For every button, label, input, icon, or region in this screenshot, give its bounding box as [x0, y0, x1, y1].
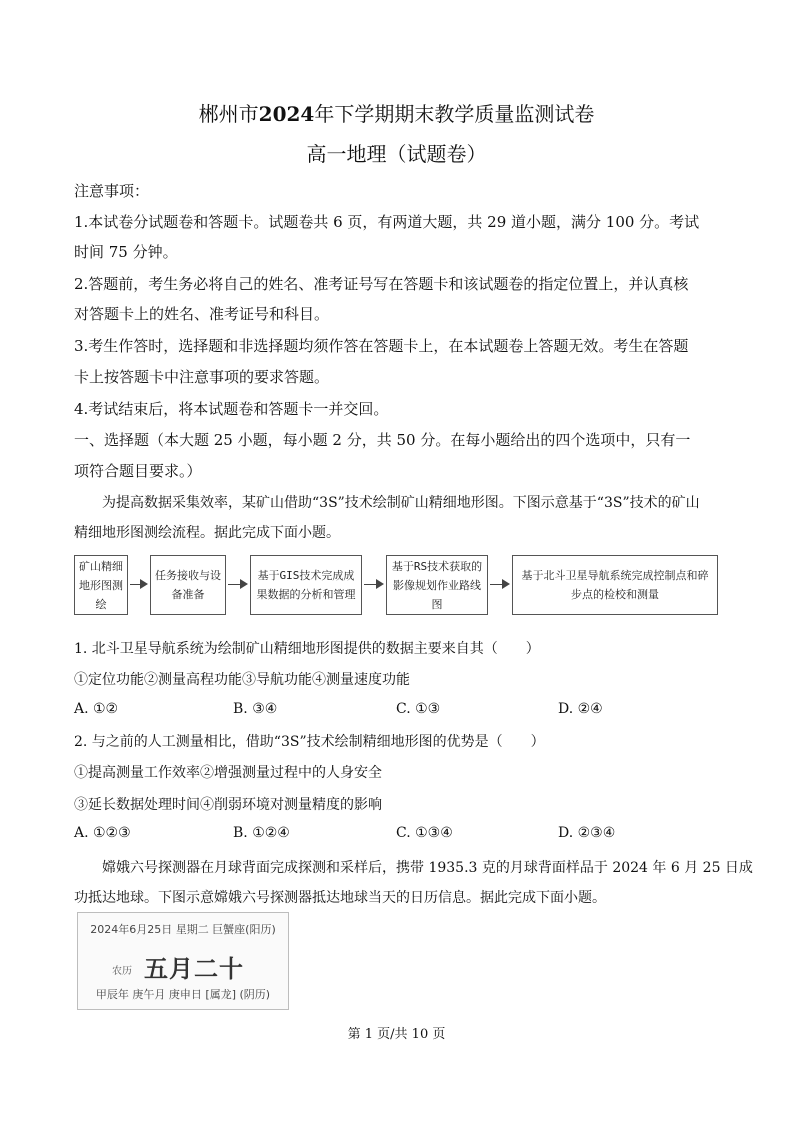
- q1-option-b: B. ③④: [233, 701, 278, 717]
- q1-option-a: A. ①②: [74, 701, 119, 717]
- flow-arrow-icon: [490, 577, 510, 591]
- notice-item-3-line-1: 3.考生作答时，选择题和非选择题均须作答在答题卡上，在本试题卷上答题无效。考生在答题: [74, 337, 689, 355]
- calendar-image: [77, 912, 289, 1010]
- title-prefix: 郴州市: [198, 102, 259, 126]
- flow-arrow-icon: [364, 577, 384, 591]
- title-suffix: 年下学期期末教学质量监测试卷: [314, 102, 595, 126]
- q1-option-d: D. ②④: [558, 701, 603, 717]
- q2-option-a: A. ①②③: [74, 825, 131, 841]
- page-number: 第 1 页/共 10 页: [347, 1027, 446, 1042]
- q2-statements-2: ③延长数据处理时间④削弱环境对测量精度的影响: [74, 797, 382, 813]
- q2-option-b: B. ①②④: [233, 825, 290, 841]
- q2-stem: 2. 与之前的人工测量相比，借助“3S”技术绘制精细地形图的优势是（ ）: [74, 734, 545, 750]
- q1-option-c: C. ①③: [396, 701, 441, 717]
- flow-step-3: 基于GIS技术完成成果数据的分析和管理: [250, 555, 362, 615]
- q1-statements: ①定位功能②测量高程功能③导航功能④测量速度功能: [74, 672, 410, 688]
- calendar-solar-date: 2024年6月25日 星期二 巨蟹座(阳历): [90, 923, 276, 936]
- calendar-lunar-label: 农历: [112, 966, 132, 977]
- exam-title: [0, 98, 793, 127]
- passage-2-line-2: 功抵达地球。下图示意嫦娥六号探测器抵达地球当天的日历信息。据此完成下面小题。: [74, 890, 606, 906]
- passage-1-line-2: 精细地形图测绘流程。据此完成下面小题。: [74, 525, 340, 541]
- notice-item-2-line-1: 2.答题前，考生务必将自己的姓名、准考证号写在答题卡和该试题卷的指定位置上，并认真核: [74, 275, 689, 293]
- calendar-lunar-date: 五月二十: [144, 955, 244, 983]
- calendar-ganzhi: 甲辰年 庚午月 庚申日 [属龙] (阴历): [95, 988, 271, 1001]
- flow-step-1: 矿山精细地形图测绘: [74, 555, 128, 615]
- section-1-line-2: 项符合题目要求。）: [74, 462, 202, 480]
- flow-arrow-icon: [228, 577, 248, 591]
- notice-item-3-line-2: 卡上按答题卡中注意事项的要求答题。: [74, 368, 330, 386]
- flow-step-2: 任务接收与设备准备: [150, 555, 226, 615]
- passage-2-line-1: 嫦娥六号探测器在月球背面完成探测和采样后，携带 1935.3 克的月球背面样品于 2024 年 6 月 25 日成: [102, 860, 753, 876]
- q2-statements-1: ①提高测量工作效率②增强测量过程中的人身安全: [74, 765, 382, 781]
- flow-step-4: 基于RS技术获取的影像规划作业路线图: [386, 555, 488, 615]
- section-1-line-1: 一、选择题（本大题 25 小题，每小题 2 分，共 50 分。在每小题给出的四个选项中，只有一: [74, 431, 691, 449]
- mapping-flowchart: [74, 551, 724, 621]
- notice-item-2-line-2: 对答题卡上的姓名、准考证号和科目。: [74, 305, 330, 323]
- q2-option-c: C. ①③④: [396, 825, 453, 841]
- notice-item-4: 4.考试结束后，将本试题卷和答题卡一并交回。: [74, 400, 389, 418]
- flow-step-5: 基于北斗卫星导航系统完成控制点和碎步点的检校和测量: [512, 555, 718, 615]
- notice-heading: 注意事项：: [74, 182, 150, 200]
- q1-stem: 1. 北斗卫星导航系统为绘制矿山精细地形图提供的数据主要来自其（ ）: [74, 641, 540, 657]
- passage-1-line-1: 为提高数据采集效率，某矿山借助“3S”技术绘制矿山精细地形图。下图示意基于“3S”技术的矿山: [102, 495, 700, 511]
- flow-arrow-icon: [130, 577, 148, 591]
- exam-subtitle: 高一地理（试题卷）: [306, 142, 487, 166]
- q2-option-d: D. ②③④: [558, 825, 616, 841]
- notice-item-1-line-1: 1.本试卷分试题卷和答题卡。试题卷共 6 页，有两道大题，共 29 道小题，满分 100 分。考试: [74, 213, 700, 231]
- title-year: 2024: [258, 102, 315, 126]
- notice-item-1-line-2: 时间 75 分钟。: [74, 243, 178, 261]
